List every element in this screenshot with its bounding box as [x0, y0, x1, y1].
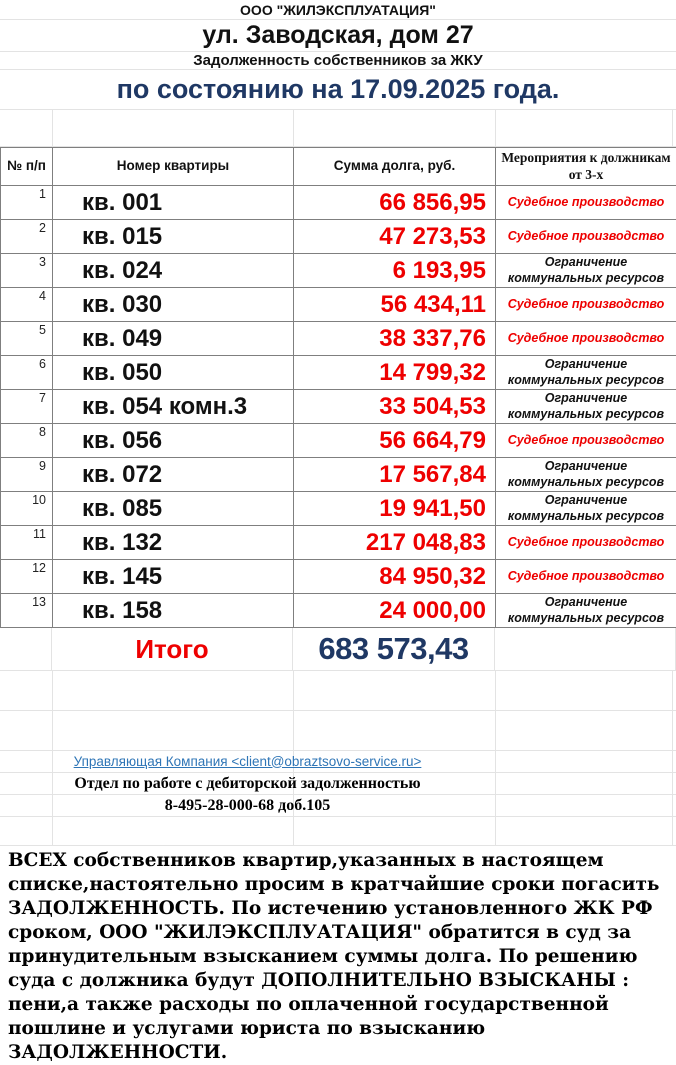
table-row	[1, 186, 676, 220]
action-cell: Ограничение коммунальных ресурсов	[496, 356, 676, 390]
action-cell: Судебное производство	[496, 560, 676, 594]
debt-amount-cell: 19 941,50	[294, 492, 496, 526]
debt-amount-cell: 6 193,95	[294, 254, 496, 288]
row-number-cell: 4	[1, 288, 53, 322]
table-row	[1, 390, 676, 424]
management-link-row	[0, 751, 676, 773]
table-row	[1, 288, 676, 322]
apartment-cell: кв. 085	[53, 492, 294, 526]
company-title: ООО "ЖИЛЭКСПЛУАТАЦИЯ"	[0, 0, 676, 20]
as-of-date-title: по состоянию на 17.09.2025 года.	[0, 70, 676, 110]
totals-row	[0, 628, 676, 671]
row-number-cell: 10	[1, 492, 53, 526]
apartment-cell: кв. 145	[53, 560, 294, 594]
table-row	[1, 356, 676, 390]
apartment-cell: кв. 015	[53, 220, 294, 254]
apartment-cell: кв. 054 комн.3	[53, 390, 294, 424]
action-cell: Судебное производство	[496, 186, 676, 220]
table-row	[1, 424, 676, 458]
row-number-cell: 13	[1, 594, 53, 628]
action-cell: Судебное производство	[496, 526, 676, 560]
row-number-cell: 8	[1, 424, 53, 458]
totals-empty-cell	[495, 628, 676, 670]
row-number-cell: 6	[1, 356, 53, 390]
debt-table-body	[1, 186, 676, 628]
apartment-cell: кв. 158	[53, 594, 294, 628]
table-row	[1, 526, 676, 560]
row-number-cell: 7	[1, 390, 53, 424]
row-number-cell: 12	[1, 560, 53, 594]
debt-amount-cell: 14 799,32	[294, 356, 496, 390]
apartment-cell: кв. 030	[53, 288, 294, 322]
apartment-cell: кв. 056	[53, 424, 294, 458]
col-header-actions: Мероприятия к должникам от 3-х	[496, 148, 676, 186]
empty-grid-row	[0, 671, 676, 711]
table-row	[1, 254, 676, 288]
table-header-row	[1, 148, 676, 186]
table-row	[1, 492, 676, 526]
action-cell: Ограничение коммунальных ресурсов	[496, 458, 676, 492]
table-row	[1, 220, 676, 254]
action-cell: Судебное производство	[496, 220, 676, 254]
col-header-debt: Сумма долга, руб.	[294, 148, 496, 186]
action-cell: Ограничение коммунальных ресурсов	[496, 594, 676, 628]
department-row	[0, 773, 676, 795]
row-number-cell: 5	[1, 322, 53, 356]
department-label: Отдел по работе с дебиторской задолженностью	[0, 775, 495, 793]
phone-number: 8-495-28-000-68 доб.105	[0, 797, 495, 815]
debt-amount-cell: 24 000,00	[294, 594, 496, 628]
action-cell: Судебное производство	[496, 288, 676, 322]
total-label: Итого	[52, 628, 293, 670]
debt-amount-cell: 56 664,79	[294, 424, 496, 458]
debt-amount-cell: 47 273,53	[294, 220, 496, 254]
address-title: ул. Заводская, дом 27	[0, 20, 676, 52]
empty-grid-row	[0, 711, 676, 751]
debt-subtitle: Задолженность собственников за ЖКУ	[0, 52, 676, 70]
action-cell: Ограничение коммунальных ресурсов	[496, 390, 676, 424]
action-cell: Судебное производство	[496, 322, 676, 356]
table-row	[1, 322, 676, 356]
table-row	[1, 594, 676, 628]
management-email-link[interactable]: Управляющая Компания <client@obraztsovo-service.ru>	[74, 754, 422, 769]
table-row	[1, 560, 676, 594]
table-row	[1, 458, 676, 492]
apartment-cell: кв. 001	[53, 186, 294, 220]
debt-amount-cell: 33 504,53	[294, 390, 496, 424]
apartment-cell: кв. 050	[53, 356, 294, 390]
debt-warning-notice: ВСЕХ собственников квартир,указанных в настоящем списке,настоятельно просим в кратчайшие сроки погасить ЗАДОЛЖЕННОСТЬ. По истечению установленного ЖК РФ сроком, ООО "ЖИЛЭКСПЛУАТАЦИЯ" обратится в суд за принудительным взысканием суммы долга. По решению суда с должника будут ДОПОЛНИТЕЛЬНО ВЗЫСКАНЫ : пени,а также расходы по оплаченной государственной пошлине и услугами юриста по взысканию ЗАДОЛЖЕННОСТИ.	[0, 846, 676, 1065]
debt-amount-cell: 17 567,84	[294, 458, 496, 492]
debt-amount-cell: 217 048,83	[294, 526, 496, 560]
row-number-cell: 3	[1, 254, 53, 288]
action-cell: Ограничение коммунальных ресурсов	[496, 254, 676, 288]
col-header-number: № п/п	[1, 148, 53, 186]
apartment-cell: кв. 024	[53, 254, 294, 288]
empty-grid-row	[0, 817, 676, 846]
debt-amount-cell: 38 337,76	[294, 322, 496, 356]
row-number-cell: 2	[1, 220, 53, 254]
row-number-cell: 1	[1, 186, 53, 220]
totals-empty-cell	[0, 628, 52, 670]
debt-amount-cell: 66 856,95	[294, 186, 496, 220]
row-number-cell: 9	[1, 458, 53, 492]
action-cell: Ограничение коммунальных ресурсов	[496, 492, 676, 526]
debt-amount-cell: 56 434,11	[294, 288, 496, 322]
apartment-cell: кв. 132	[53, 526, 294, 560]
apartment-cell: кв. 072	[53, 458, 294, 492]
action-cell: Судебное производство	[496, 424, 676, 458]
col-header-apartment: Номер квартиры	[53, 148, 294, 186]
row-number-cell: 11	[1, 526, 53, 560]
debt-amount-cell: 84 950,32	[294, 560, 496, 594]
phone-row	[0, 795, 676, 817]
total-value: 683 573,43	[293, 628, 495, 670]
apartment-cell: кв. 049	[53, 322, 294, 356]
debt-table	[0, 147, 676, 628]
spacer-row	[0, 110, 676, 147]
